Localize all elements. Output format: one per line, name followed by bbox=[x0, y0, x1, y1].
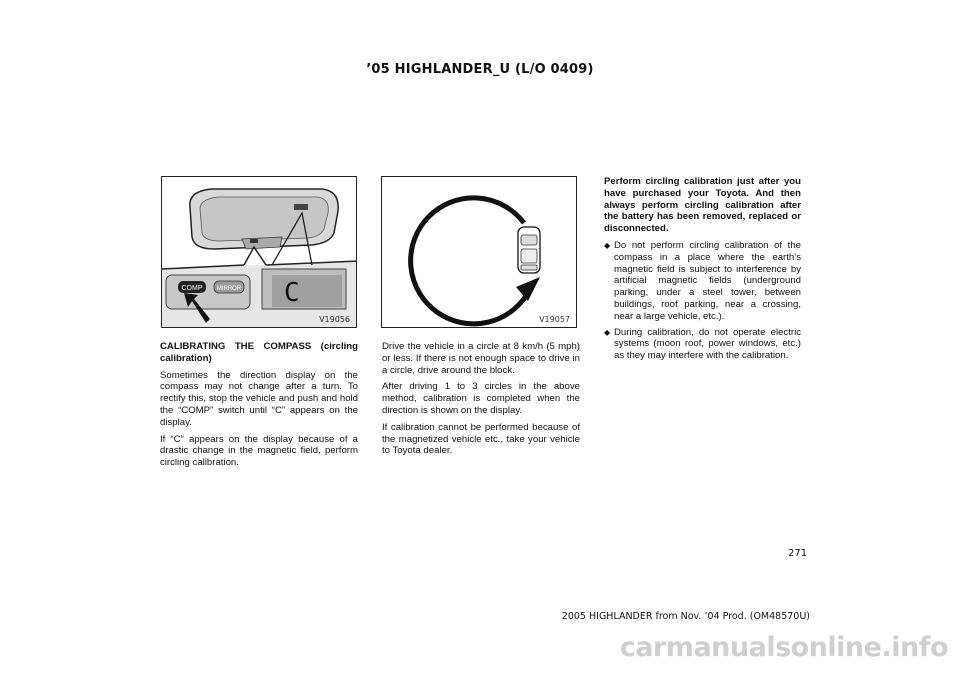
left-text-column bbox=[160, 341, 358, 474]
notice-intro: Perform circling calibration just after you have purchased your Toyota. And then always perform circling calibration after the battery has been removed, replaced or disconnected. bbox=[604, 176, 801, 235]
paragraph: If calibration cannot be performed because of the magnetized vehicle etc., take your vehicle to Toyota dealer. bbox=[382, 421, 580, 457]
paragraph: After driving 1 to 3 circles in the above method, calibration is completed when the direction is shown on the display. bbox=[382, 381, 580, 416]
mirror-display-icon bbox=[294, 204, 308, 210]
figure-code: V19057 bbox=[539, 315, 570, 324]
paragraph: Drive the vehicle in a circle at 8 km/h (5 mph) or less. If there is not enough space to drive in a circle, drive around the block. bbox=[382, 341, 580, 376]
site-watermark: carmanualsonline.info bbox=[619, 632, 948, 663]
circle-path-arc bbox=[411, 198, 530, 324]
page-number: 271 bbox=[788, 548, 808, 559]
paragraph: If “C” appears on the display because of a drastic change in the magnetic field, perform circling calibration. bbox=[160, 433, 358, 469]
mirror-compass-illustration bbox=[162, 177, 357, 328]
direction-arrow-icon bbox=[516, 277, 540, 301]
car-top-view-icon bbox=[518, 227, 540, 273]
bullet-item bbox=[604, 327, 801, 362]
document-header: ’05 HIGHLANDER_U (L/O 0409) bbox=[366, 62, 594, 77]
bullet-item bbox=[604, 240, 801, 323]
diamond-bullet-icon: ◆ bbox=[604, 327, 611, 337]
compass-display-char: C bbox=[284, 278, 300, 308]
comp-button-label: COMP bbox=[181, 285, 203, 292]
paragraph: Sometimes the direction display on the compass may not change after a turn. To rectify this, stop the vehicle and push and hold the “COMP” switch until “C” appears on the display. bbox=[160, 369, 358, 428]
bullet-text: Do not perform circling calibration of the compass in a place where the earth’s magnetic field is subject to interference by artificial magnetic fields (underground parking, under a steel tower, between buildings, roof parking, near a crossing, near a large vehicle, etc.). bbox=[614, 239, 801, 322]
circling-path-illustration bbox=[382, 177, 577, 328]
section-heading: CALIBRATING THE COMPASS (circling calibration) bbox=[160, 341, 358, 364]
bullet-text: During calibration, do not operate electric systems (moon roof, power windows, etc.) as they may interfere with the calibration. bbox=[614, 326, 801, 362]
figure-code: V19056 bbox=[319, 315, 350, 324]
mirror-compass-figure bbox=[161, 176, 357, 328]
diamond-bullet-icon: ◆ bbox=[604, 240, 611, 250]
middle-text-column bbox=[382, 341, 580, 462]
right-text-column bbox=[604, 176, 801, 366]
mirror-button-label: MIRROR bbox=[216, 286, 242, 292]
document-footer: 2005 HIGHLANDER from Nov. ’04 Prod. (OM48570U) bbox=[561, 611, 810, 622]
circling-path-figure bbox=[381, 176, 577, 328]
